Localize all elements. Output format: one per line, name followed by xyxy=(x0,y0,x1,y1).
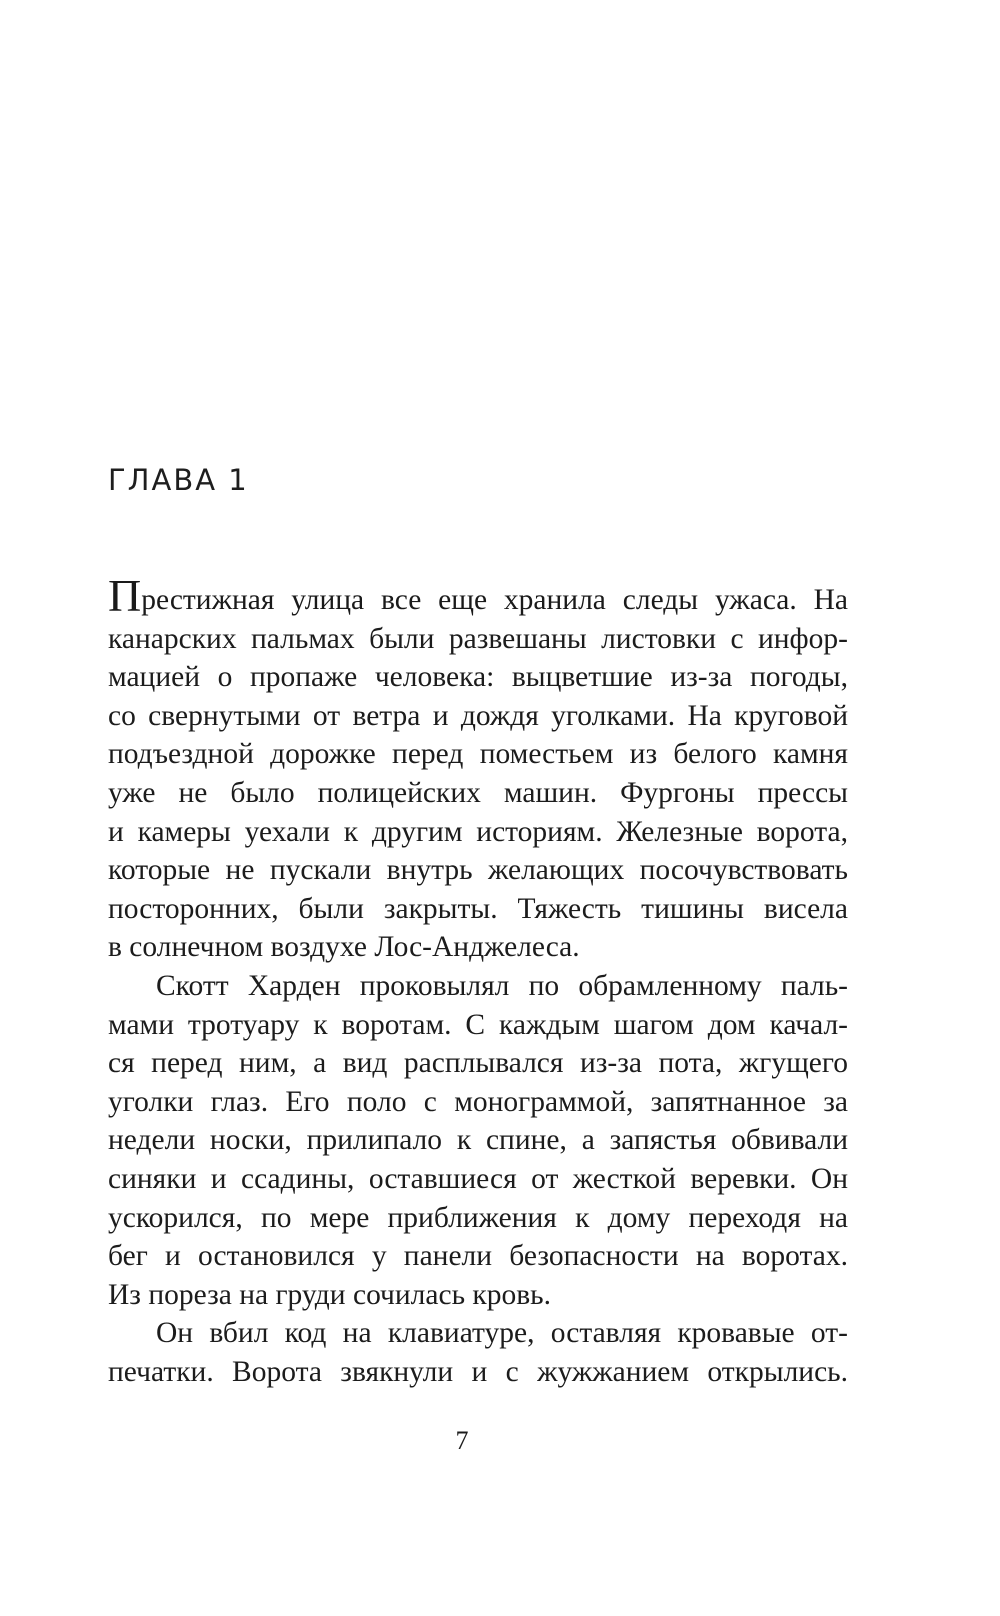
text-line: Он вбил код на клавиатуре, оставляя кровавые от- xyxy=(156,1317,848,1350)
text-line: синяки и ссадины, оставшиеся от жесткой веревки. Он xyxy=(108,1162,848,1195)
text-line: канарских пальмах были развешаны листовки с инфор- xyxy=(108,622,848,655)
body-text xyxy=(108,570,848,1391)
paragraph-1 xyxy=(108,570,848,967)
text-line: со свернутыми от ветра и дождя уголками. На круговой xyxy=(108,699,848,732)
page-number: 7 xyxy=(455,1426,469,1455)
text-line: ускорился, по мере приближения к дому переходя на xyxy=(108,1201,848,1234)
text-line: мацией о пропаже человека: выцветшие из-за погоды, xyxy=(108,661,848,694)
text-line: в солнечном воздухе Лос-Анджелеса. xyxy=(108,931,580,964)
paragraph-2 xyxy=(108,967,848,1314)
text-line: Из пореза на груди сочилась кровь. xyxy=(108,1278,552,1311)
text-line: бег и остановился у панели безопасности на воротах. xyxy=(108,1240,848,1273)
text-line: мами тротуару к воротам. С каждым шагом дом качал- xyxy=(108,1008,848,1041)
text-line: уже не было полицейских машин. Фургоны прессы xyxy=(108,776,848,809)
text-line: уголки глаз. Его поло с монограммой, запятнанное за xyxy=(108,1085,848,1118)
text-line: посторонних, были закрыты. Тяжесть тишины висела xyxy=(108,892,848,925)
text-line: ся перед ним, а вид расплывался из-за пота, жгущего xyxy=(108,1047,848,1080)
chapter-heading: ГЛАВА 1 xyxy=(108,463,249,497)
text-line xyxy=(108,570,848,621)
paragraph-3 xyxy=(108,1314,848,1391)
text-line: подъездной дорожке перед поместьем из белого камня xyxy=(108,738,848,771)
text-line: печатки. Ворота звякнули и с жужжанием открылись. xyxy=(108,1355,848,1388)
first-line-rest: рестижная улица все еще хранила следы ужаса. На xyxy=(141,584,848,616)
text-line: и камеры уехали к другим историям. Железные ворота, xyxy=(108,815,848,848)
drop-cap: П xyxy=(108,570,142,621)
text-line: недели носки, прилипало к спине, а запястья обвивали xyxy=(108,1124,848,1157)
text-line: Скотт Харден проковылял по обрамленному паль- xyxy=(156,969,848,1002)
text-line: которые не пускали внутрь желающих посочувствовать xyxy=(108,854,848,887)
